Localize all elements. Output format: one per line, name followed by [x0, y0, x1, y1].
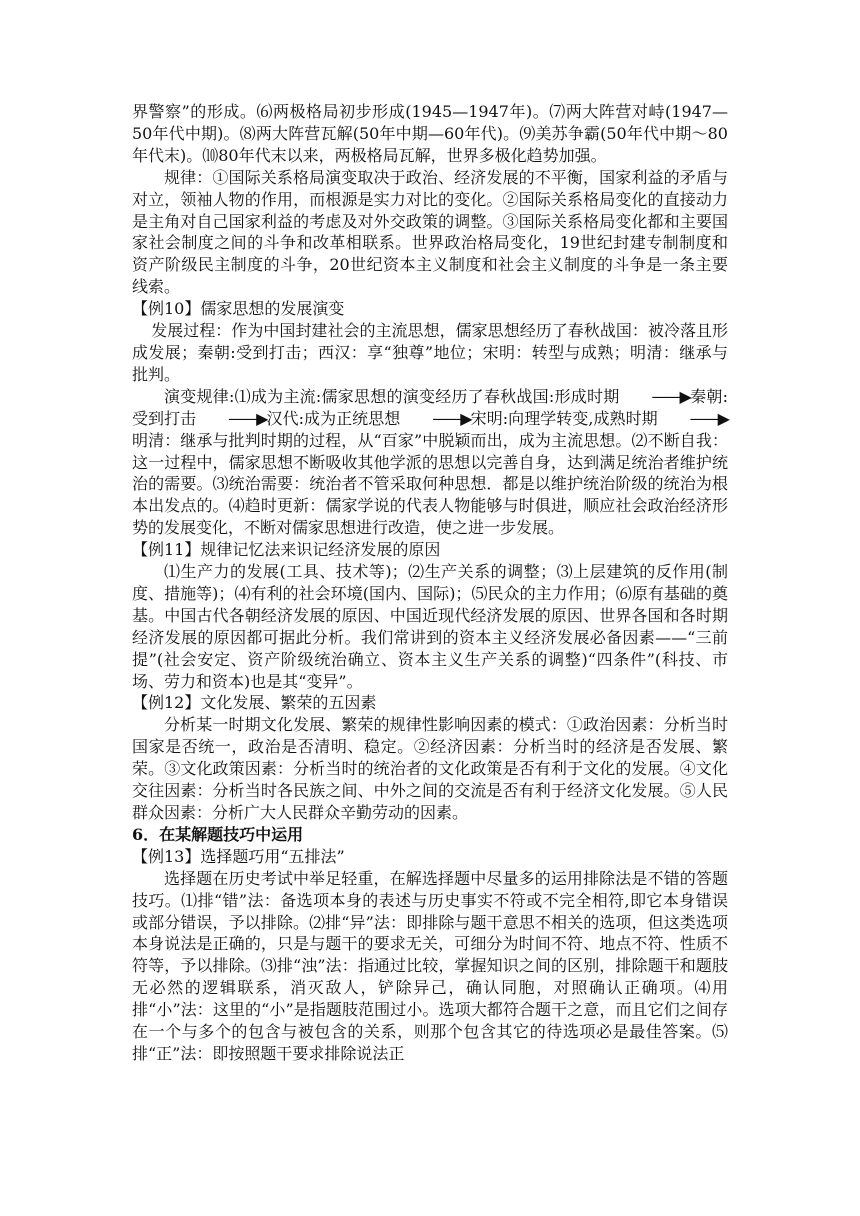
arrow-icon: ——▶ — [432, 408, 471, 428]
paragraph-bipolar-periods: 界警察”的形成。⑹两极格局初步形成(1945—1947年)。⑺两大阵营对峙(1947—50年代中期)。⑻两大阵营瓦解(50年中期—60年代)。⑼美苏争霸(50年代中期～80年代末)。⑽80年代末以来，两极格局瓦解，世界多极化趋势加强。 — [132, 102, 728, 165]
evolution-text-3: 汉代:成为正统思想 — [266, 408, 401, 428]
paragraph-culture-factors: 分析某一时期文化发展、繁荣的规律性影响因素的模式：①政治因素：分析当时国家是否统一，政治是否清明、稳定。②经济因素：分析当时的经济是否发展、繁荣。③文化政策因素：分析当时的统治者的文化政策是否有利于文化的发展。④文化交往因素：分析当时各民族之间、中外之间的交流是否有利于经济文化发展。⑤人民群众因素：分析广大人民群众辛勤劳动的因素。 — [132, 715, 728, 822]
heading-section-6: 6．在某解题技巧中运用 — [132, 824, 304, 844]
arrow-icon: ——▶ — [689, 408, 728, 428]
heading-example-10: 【例10】儒家思想的发展演变 — [132, 299, 345, 319]
heading-example-13: 【例13】选择题巧用“五排法” — [132, 846, 345, 866]
paragraph-five-elimination: 选择题在历史考试中举足轻重，在解选择题中尽量多的运用排除法是不错的答题技巧。⑴排“错”法：备选项本身的表述与历史事实不符或不完全相符,即它本身错误或部分错误，予以排除。⑵排“异”法：即排除与题干意思不相关的选项，但这类选项本身说法是正确的，只是与题干的要求无关，可细分为时间不符、地点不符、性质不符等，予以排除。⑶排“浊”法：指通过比较，掌握知识之间的区别，排除题干和题肢无必然的逻辑联系，消灭敌人，铲除异己，确认同胞，对照确认正确项。⑷用排“小”法：这里的“小”是指题肢范围过小。选项大都符合题干之意，而且它们之间存在一个与多个的包含与被包含的关系，则那个包含其它的待选项必是最佳答案。⑸排“正”法：即按照题干要求排除说法正 — [132, 868, 728, 1063]
paragraph-economic-causes: ⑴生产力的发展(工具、技术等)；⑵生产关系的调整；⑶上层建筑的反作用(制度、措施等)；⑷有利的社会环境(国内、国际)；⑸民众的主力作用；⑹原有基础的奠基。中国古代各朝经济发展的原因、中国近现代经济发展的原因、世界各国和各时期经济发展的原因都可据此分析。我们常讲到的资本主义经济发展必备因素——“三前提”(社会安定、资产阶级统治确立、资本主义生产关系的调整)“四条件”(科技、市场、劳力和资本)也是其“变异”。 — [132, 562, 728, 691]
arrow-icon: ——▶ — [651, 386, 690, 406]
evolution-text-4: 宋明:向理学转变,成熟时期 — [470, 408, 658, 428]
evolution-text-2: 秦朝:受到打击 — [132, 386, 728, 428]
evolution-text-5: 明清：继承与批判时期的过程，从“百家”中脱颖而出，成为主流思想。⑵不断自我：这一过程中，儒家思想不断吸收其他学派的思想以完善自身，达到满足统治者维护统治的需要。⑶统治需要：统治者不管采取何种思想．都是以维护统治阶级的统治为根本出发点的。⑷趋时更新：儒家学说的代表人物能够与时俱进，顺应社会政治经济形势的发展变化，不断对儒家思想进行改造，使之进一步发展。 — [132, 430, 728, 538]
heading-example-11: 【例11】规律记忆法来识记经济发展的原因 — [132, 540, 441, 560]
evolution-text-1: 演变规律:⑴成为主流:儒家思想的演变经历了春秋战国:形成时期 — [164, 386, 620, 406]
paragraph-international-rules: 规律：①国际关系格局演变取决于政治、经济发展的不平衡，国家利益的矛盾与对立，领袖人物的作用，而根源是实力对比的变化。②国际关系格局变化的直接动力是主角对自己国家利益的考虑及对外交政策的调整。③国际关系格局变化都和主要国家社会制度之间的斗争和改革相联系。世界政治格局变化，19世纪封建专制制度和资产阶级民主制度的斗争，20世纪资本主义制度和社会主义制度的斗争是一条主要线索。 — [132, 167, 728, 297]
arrow-icon: ——▶ — [228, 408, 267, 428]
heading-example-12: 【例12】文化发展、繁荣的五因素 — [132, 693, 377, 713]
paragraph-confucian-development: 发展过程：作为中国封建社会的主流思想，儒家思想经历了春秋战国：被冷落且形成发展；秦朝:受到打击；西汉：享“独尊”地位；宋明：转型与成熟；明清：继承与批判。 — [132, 321, 728, 384]
paragraph-evolution-rules — [132, 386, 728, 539]
